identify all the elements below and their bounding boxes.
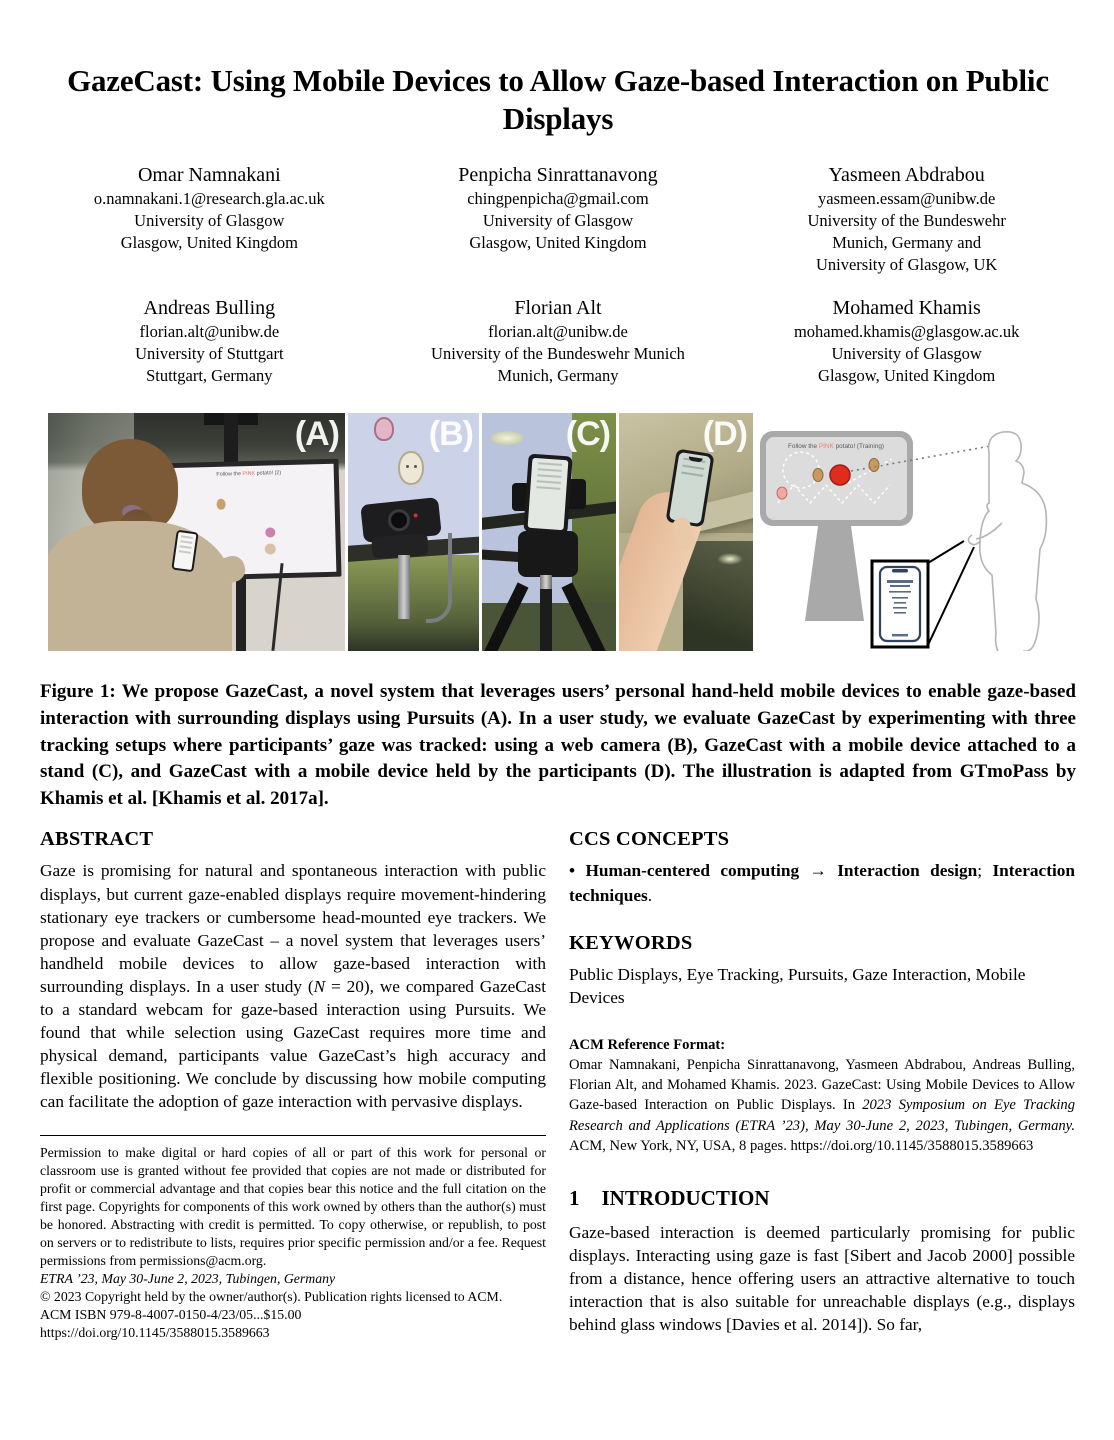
phone-screen [174,532,197,570]
cream-potato-stimulus [398,451,424,485]
author-name: Mohamed Khamis [832,296,981,319]
phone-screen [528,458,569,530]
panel-label-d: (D) [702,415,747,454]
author-email: yasmeen.essam@unibw.de [818,188,996,208]
author-block-1 [40,162,379,277]
author-affiliation-line: Stuttgart, Germany [146,366,273,386]
potato-stimulus [216,499,225,510]
author-name: Andreas Bulling [143,296,276,319]
figure-1 [48,413,1076,651]
display-pedestal [805,526,864,621]
venue-line: ETRA ’23, May 30-June 2, 2023, Tubingen, Germany [40,1270,336,1286]
webcam-led [413,514,417,518]
pink-potato-stimulus [374,417,394,441]
author-name: Omar Namnakani [137,163,281,186]
figure-illustration [756,413,1074,651]
acm-reference-heading: ACM Reference Format: [569,1036,726,1053]
gaze-target-dot [830,465,850,485]
author-email: florian.alt@unibw.de [139,321,280,341]
acm-reference-text: Omar Namnakani, Penpicha Sinrattanavong, Yasmeen Abdrabou, Andreas Bulling, Florian Alt, and Mohamed Khamis. 2023. GazeCast: Using Mobile Devices to Allow Gaze-based Interaction on Public Displays. In 2023 Symposium on Eye Tracking Research and Applications (ETRA ’23), May 30-June 2, 2023, Tubingen, Germany. ACM, New York, NY, USA, 8 pages. https://doi.org/10.1145/3588015.3589663 [569,1057,1075,1154]
author-block-3 [737,162,1076,277]
author-block-6 [737,295,1076,388]
webcam-cable [426,533,452,623]
introduction-heading: 1 INTRODUCTION [569,1185,770,1210]
author-name: Florian Alt [514,296,602,319]
authors-row-2 [40,295,1076,388]
ccs-heading: CCS CONCEPTS [569,828,730,851]
figure-photo-d [619,413,753,651]
figure-photo-c [482,413,616,651]
potato-stimulus [265,544,276,555]
phone-on-stand [523,454,572,535]
abstract-heading: ABSTRACT [40,828,154,851]
pink-potato-stimulus [777,487,787,499]
author-affiliation-line: University of Glasgow [482,210,634,230]
author-affiliation-line: University of the Bundeswehr Munich [431,343,685,363]
figure-1-caption: Figure 1: We propose GazeCast, a novel system that leverages users’ personal hand-held mobile devices to enable gaze-based interaction with surrounding displays using Pursuits (A). In a user study, we evaluate GazeCast by experimenting with three tracking setups where participants’ gaze was tracked: using a web camera (B), GazeCast with a mobile device attached to a stand (C), and GazeCast with a mobile device held by the participants (D). The illustration is adapted from GTmoPass by Khamis et al. [Khamis et al. 2017a]. [40,681,1076,809]
doi-link[interactable]: https://doi.org/10.1145/3588015.3589663 [40,1324,270,1340]
section-number: 1 [569,1185,580,1210]
author-affiliation-line: University of Glasgow, UK [815,255,998,275]
author-affiliation-line: University of Glasgow [831,343,982,363]
permission-notice: Permission to make digital or hard copies of all or part of this work for personal or classroom use is granted without fee provided that copies are not made or distributed for profit or commercial advantage and that copies bear this notice and the full citation on the first page. Copyrights for components of this work owned by others than the author(s) must be honored. Abstracting with credit is permitted. To copy otherwise, or republish, to post on servers or to redistribute to lists, requires prior specific permission and/or a fee. Request permissions from permissions@acm.org. ETRA ’23, May 30-June 2, 2023, Tubingen, Germany © 2023 Copyright held by the owner/author(s). Publication rights licensed to ACM. ACM ISBN 979-8-4007-0150-4/23/05...$15.00 https://doi.org/10.1145/3588015.3589663 [40,1145,546,1340]
keywords-heading: KEYWORDS [569,931,693,954]
ceiling-light [717,553,743,565]
webcam-pole [398,555,410,619]
author-email: florian.alt@unibw.de [488,321,628,341]
author-affiliation-line: Munich, Germany [497,366,619,386]
isbn-line: ACM ISBN 979-8-4007-0150-4/23/05...$15.00 [40,1306,302,1322]
tan-potato-stimulus [813,469,823,482]
gazecast-illustration [756,413,1074,651]
author-email: mohamed.khamis@glasgow.ac.uk [793,321,1020,341]
figure-photo-a [48,413,345,651]
footnote-rule [40,1135,546,1136]
author-block-5 [389,295,728,388]
right-column [569,828,1075,1341]
tripod-head [518,531,578,577]
left-column [40,828,546,1341]
inset-phone-notch [892,569,908,573]
display-instruction-text: Follow the PINK potato! (2) [216,470,282,479]
author-block-4 [40,295,379,388]
copyright-line: © 2023 Copyright held by the owner/author(s). Publication rights licensed to ACM. [40,1288,503,1304]
panel-label-b: (B) [428,415,473,454]
tan-potato-stimulus [869,459,879,472]
display-stand-pole [236,579,246,651]
author-affiliation-line: Munich, Germany and [832,233,982,253]
person-body [980,432,1047,651]
author-email: o.namnakani.1@research.gla.ac.uk [93,188,325,208]
authors-row-1 [40,162,1076,277]
author-affiliation-line: Glasgow, United Kingdom [469,233,647,253]
ccs-concepts-text: • Human-centered computing → Interaction design; Interaction techniques. [569,861,1076,905]
panel-label-c: (C) [565,415,610,454]
ceiling-light [490,431,524,445]
variable-n: N [313,976,326,996]
person-outline [968,432,1046,651]
inset-phone-outline [880,567,920,641]
inset-connector [928,541,964,563]
wall-background [348,555,479,651]
phone-screen [669,452,711,524]
person-hand [968,535,980,545]
author-block-2 [389,162,728,277]
inset-connector [928,547,974,645]
author-name: Penpicha Sinrattanavong [458,163,658,186]
author-name: Yasmeen Abdrabou [828,163,985,186]
figure-photo-b [348,413,479,651]
author-affiliation-line: University of Glasgow [134,210,285,230]
author-email: chingpenpicha@gmail.com [467,188,649,208]
two-column-body [40,828,1076,1341]
keywords-text: Public Displays, Eye Tracking, Pursuits, Gaze Interaction, Mobile Devices [569,964,1026,1008]
panel-label-a: (A) [294,415,339,454]
introduction-text: Gaze-based interaction is deemed particularly promising for public displays. Interacting using gaze is fast [Sibert and Jacob 2000] possible from a distance, hence offering users an attractive alternative to touch interaction that is also suitable for unreachable displays (e.g., displays behind glass windows [Davies et al. 2014]). So far, [569,1222,1075,1335]
abstract-text: Gaze is promising for natural and spontaneous interaction with public displays, but current gaze-enabled displays require movement-hindering stationary eye trackers or cumbersome head-mounted eye trackers. We propose and evaluate GazeCast – a novel system that leverages users’ handheld mobile devices to allow gaze-based interaction with surrounding displays. In a user study (N = 20), we compared GazeCast to a standard webcam for gaze-based interaction using Pursuits. We found that while selection using GazeCast requires more time and physical demand, participants value GazeCast’s high accuracy and flexible positioning. We conclude by discussing how mobile computing can facilitate the adoption of gaze interaction with pervasive displays. [40,861,547,1112]
potato-stimulus [265,528,275,538]
author-affiliation-line: Glasgow, United Kingdom [120,233,298,253]
author-affiliation-line: Glasgow, United Kingdom [818,366,996,386]
paper-title: GazeCast: Using Mobile Devices to Allow Gaze-based Interaction on Public Displays [67,63,1049,136]
webcam-lens [387,509,411,533]
author-affiliation-line: University of the Bundeswehr [807,210,1006,230]
tripod-leg [540,589,552,651]
author-affiliation-line: University of Stuttgart [135,343,284,363]
display-instruction-text: Follow the PINK potato! (Training) [787,443,885,451]
